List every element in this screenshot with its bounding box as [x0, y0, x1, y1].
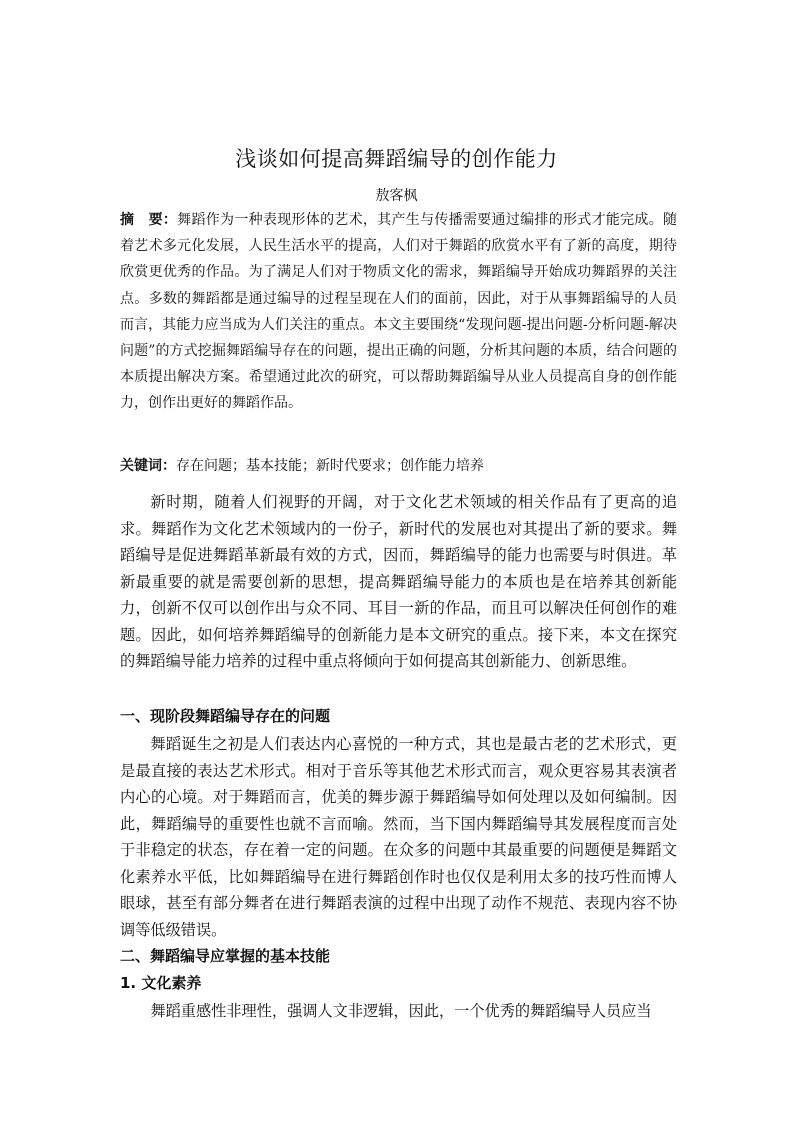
keywords-text: 存在问题；基本技能；新时代要求；创作能力培养 [176, 458, 484, 474]
keywords-label: 关键词： [120, 458, 176, 474]
subsection-1-paragraph: 舞蹈重感性非理性，强调人文非逻辑，因此，一个优秀的舞蹈编导人员应当 [150, 1002, 652, 1020]
section-heading-2: 二、舞蹈编导应掌握的基本技能 [120, 947, 331, 965]
section-heading-1: 一、现阶段舞蹈编导存在的问题 [120, 707, 331, 725]
abstract-block [120, 207, 677, 417]
section-1-paragraph: 舞蹈诞生之初是人们表达内心喜悦的一种方式，其也是最古老的艺术形式，更是最直接的表达艺术形式。相对于音乐等其他艺术形式而言，观众更容易其表演者内心的心境。对于舞蹈而言，优美的舞步源于舞蹈编导如何处理以及如何编制。因此，舞蹈编导的重要性也就不言而喻。然而，当下国内舞蹈编导其发展程度而言处于非稳定的状态，存在着一定的问题。在众多的问题中其最重要的问题便是舞蹈文化素养水平低，比如舞蹈编导在进行舞蹈创作时也仅仅是利用太多的技巧性而博人眼球，甚至有部分舞者在进行舞蹈表演的过程中出现了动作不规范、表现内容不协调等低级错误。 [120, 735, 677, 939]
abstract-label: 摘 要： [120, 212, 178, 228]
paper-title: 浅谈如何提高舞蹈编导的创作能力 [235, 147, 558, 171]
subsection-heading-1: 1. 文化素养 [120, 974, 202, 992]
intro-paragraph: 新时期，随着人们视野的开阔，对于文化艺术领域的相关作品有了更高的追求。舞蹈作为文化艺术领域内的一份子，新时代的发展也对其提出了新的要求。舞蹈编导是促进舞蹈革新最有效的方式，因而，舞蹈编导的能力也需要与时俱进。革新最重要的就是需要创新的思想，提高舞蹈编导能力的本质也是在培养其创新能力，创新不仅可以创作出与众不同、耳目一新的作品，而且可以解决任何创作的难题。因此，如何培养舞蹈编导的创新能力是本文研究的重点。接下来，本文在探究的舞蹈编导能力培养的过程中重点将倾向于如何提高其创新能力、创新思维。 [120, 493, 677, 670]
keywords-block [120, 455, 677, 477]
author-name: 敖客枫 [375, 188, 418, 204]
abstract-text: 舞蹈作为一种表现形体的艺术，其产生与传播需要通过编排的形式才能完成。随着艺术多元化发展，人民生活水平的提高，人们对于舞蹈的欣赏水平有了新的高度，期待欣赏更优秀的作品。为了满足人们对于物质文化的需求，舞蹈编导开始成功舞蹈界的关注点。多数的舞蹈都是通过编导的过程呈现在人们的面前，因此，对于从事舞蹈编导的人员而言，其能力应当成为人们关注的重点。本文主要围绕“发现问题-提出问题-分析问题-解决问题”的方式挖掘舞蹈编导存在的问题，提出正确的问题，分析其问题的本质，结合问题的本质提出解决方案。希望通过此次的研究，可以帮助舞蹈编导从业人员提高自身的创作能力，创作出更好的舞蹈作品。 [120, 212, 678, 412]
